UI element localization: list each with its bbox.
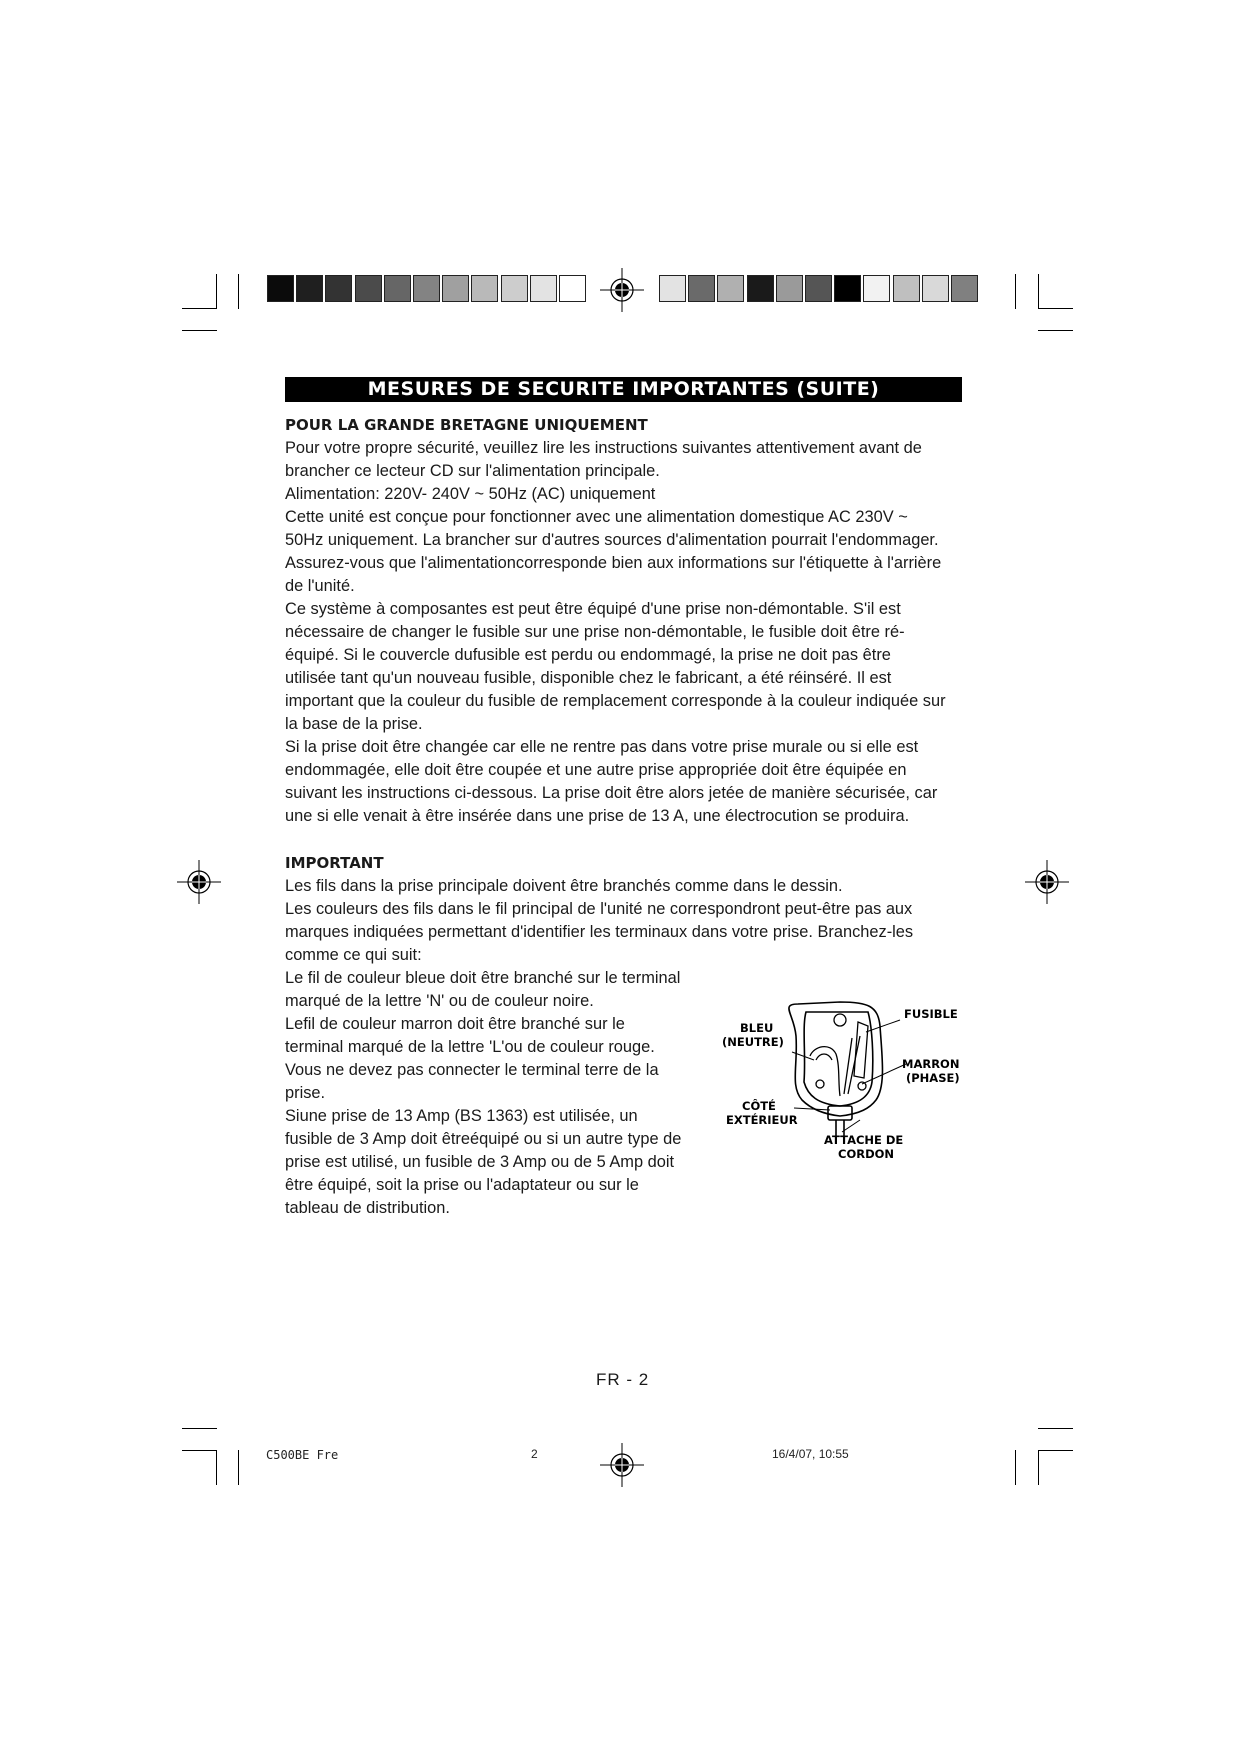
- registration-mark-icon: [1025, 860, 1069, 904]
- text-line: Pour votre propre sécurité, veuillez lire les instructions suivantes attentivement avant de: [285, 439, 922, 457]
- file-name: C500BE Fre: [266, 1448, 339, 1462]
- text-line: Le fil de couleur bleue doit être branché sur le terminal: [285, 969, 681, 987]
- text-line: Si la prise doit être changée car elle ne rentre pas dans votre prise murale ou si elle est: [285, 738, 919, 756]
- text-line: de l'unité.: [285, 577, 355, 595]
- label-marron: MARRON: [902, 1057, 960, 1071]
- color-swatch: [659, 275, 686, 302]
- text-line: la base de la prise.: [285, 715, 423, 733]
- text-line: une si elle venait à être insérée dans une prise de 13 A, une électrocution se produira.: [285, 807, 910, 825]
- color-swatch: [834, 275, 861, 302]
- color-swatch: [688, 275, 715, 302]
- color-swatch: [863, 275, 890, 302]
- text-line: Lefil de couleur marron doit être branché sur le: [285, 1015, 625, 1033]
- text-line: brancher ce lecteur CD sur l'alimentation principale.: [285, 462, 660, 480]
- text-line: Alimentation: 220V- 240V ~ 50Hz (AC) uniquement: [285, 485, 656, 503]
- sheet-number: 2: [531, 1447, 538, 1461]
- section-body: [285, 437, 965, 828]
- text-line: terminal marqué de la lettre 'L'ou de couleur rouge.: [285, 1038, 655, 1056]
- color-swatch: [325, 275, 352, 302]
- text-line: prise.: [285, 1084, 326, 1102]
- text-line: Les fils dans la prise principale doivent être branchés comme dans le dessin.: [285, 877, 843, 895]
- text-line: comme ce qui suit:: [285, 946, 422, 964]
- registration-mark-icon: [177, 860, 221, 904]
- color-swatch: [501, 275, 528, 302]
- plug-outline: [789, 1002, 883, 1142]
- color-swatch: [893, 275, 920, 302]
- text-line: Les couleurs des fils dans le fil principal de l'unité ne correspondront peut-être pas aux: [285, 900, 913, 918]
- color-swatch: [530, 275, 557, 302]
- color-swatch: [747, 275, 774, 302]
- color-swatch: [442, 275, 469, 302]
- section-uk-only: [285, 414, 965, 828]
- page-title: MESURES DE SECURITE IMPORTANTES (SUITE): [285, 377, 962, 402]
- label-phase: (PHASE): [906, 1071, 960, 1085]
- wiring-instructions: [285, 967, 695, 1220]
- registration-mark-icon: [600, 1443, 644, 1487]
- plug-wiring-diagram: [710, 996, 970, 1168]
- section-heading: POUR LA GRANDE BRETAGNE UNIQUEMENT: [285, 416, 648, 434]
- registration-mark-icon: [600, 268, 644, 312]
- color-swatch: [296, 275, 323, 302]
- section-body: [285, 875, 965, 967]
- text-line: Cette unité est conçue pour fonctionner avec une alimentation domestique AC 230V ~: [285, 508, 908, 526]
- color-swatch: [384, 275, 411, 302]
- label-cordon: CORDON: [838, 1147, 895, 1161]
- text-line: suivant les instructions ci-dessous. La prise doit être alors jetée de manière sécurisée, car: [285, 784, 938, 802]
- text-line: nécessaire de changer le fusible sur une prise non-démontable, le fusible doit être ré-: [285, 623, 905, 641]
- label-exterieur: EXTÉRIEUR: [726, 1113, 798, 1127]
- text-line: Siune prise de 13 Amp (BS 1363) est utilisée, un: [285, 1107, 638, 1125]
- color-swatch: [922, 275, 949, 302]
- text-line: équipé. Si le couvercle dufusible est perdu ou endommagé, la prise ne doit pas être: [285, 646, 891, 664]
- text-line: fusible de 3 Amp doit êtreéquipé ou si un autre type de: [285, 1130, 682, 1148]
- print-timestamp: 16/4/07, 10:55: [772, 1447, 849, 1461]
- text-line: Ce système à composantes est peut être équipé d'une prise non-démontable. S'il est: [285, 600, 901, 618]
- color-swatch: [717, 275, 744, 302]
- label-cote: CÔTÉ: [742, 1099, 776, 1113]
- label-fusible: FUSIBLE: [904, 1007, 958, 1021]
- text-line: prise est utilisé, un fusible de 3 Amp ou de 5 Amp doit: [285, 1153, 675, 1171]
- text-line: important que la couleur du fusible de remplacement corresponde à la couleur indiquée sur: [285, 692, 946, 710]
- text-line: être équipé, soit la prise ou l'adaptateur ou sur le: [285, 1176, 639, 1194]
- color-swatch: [951, 275, 978, 302]
- color-swatch: [805, 275, 832, 302]
- section-heading: IMPORTANT: [285, 854, 384, 872]
- text-line: marqué de la lettre 'N' ou de couleur noire.: [285, 992, 594, 1010]
- label-bleu: BLEU: [740, 1021, 774, 1035]
- color-swatch: [355, 275, 382, 302]
- text-line: Vous ne devez pas connecter le terminal terre de la: [285, 1061, 659, 1079]
- text-line: tableau de distribution.: [285, 1199, 450, 1217]
- text-line: marques indiquées permettant d'identifier les terminaux dans votre prise. Branchez-les: [285, 923, 914, 941]
- color-swatch: [471, 275, 498, 302]
- text-line: Assurez-vous que l'alimentationcorresponde bien aux informations sur l'étiquette à l'arrière: [285, 554, 942, 572]
- text-line: utilisée tant qu'un nouveau fusible, disponible chez le fabricant, a été réinséré. Il est: [285, 669, 892, 687]
- color-swatch: [413, 275, 440, 302]
- page-number: FR - 2: [596, 1370, 650, 1389]
- label-neutre: (NEUTRE): [722, 1035, 784, 1049]
- color-swatch: [267, 275, 294, 302]
- color-swatch: [559, 275, 586, 302]
- color-swatch: [776, 275, 803, 302]
- plug-internals: [810, 1014, 868, 1096]
- text-line: endommagée, elle doit être coupée et une autre prise appropriée doit être équipée en: [285, 761, 907, 779]
- text-line: 50Hz uniquement. La brancher sur d'autres sources d'alimentation pourrait l'endommager.: [285, 531, 939, 549]
- label-attache: ATTACHE DE: [824, 1133, 904, 1147]
